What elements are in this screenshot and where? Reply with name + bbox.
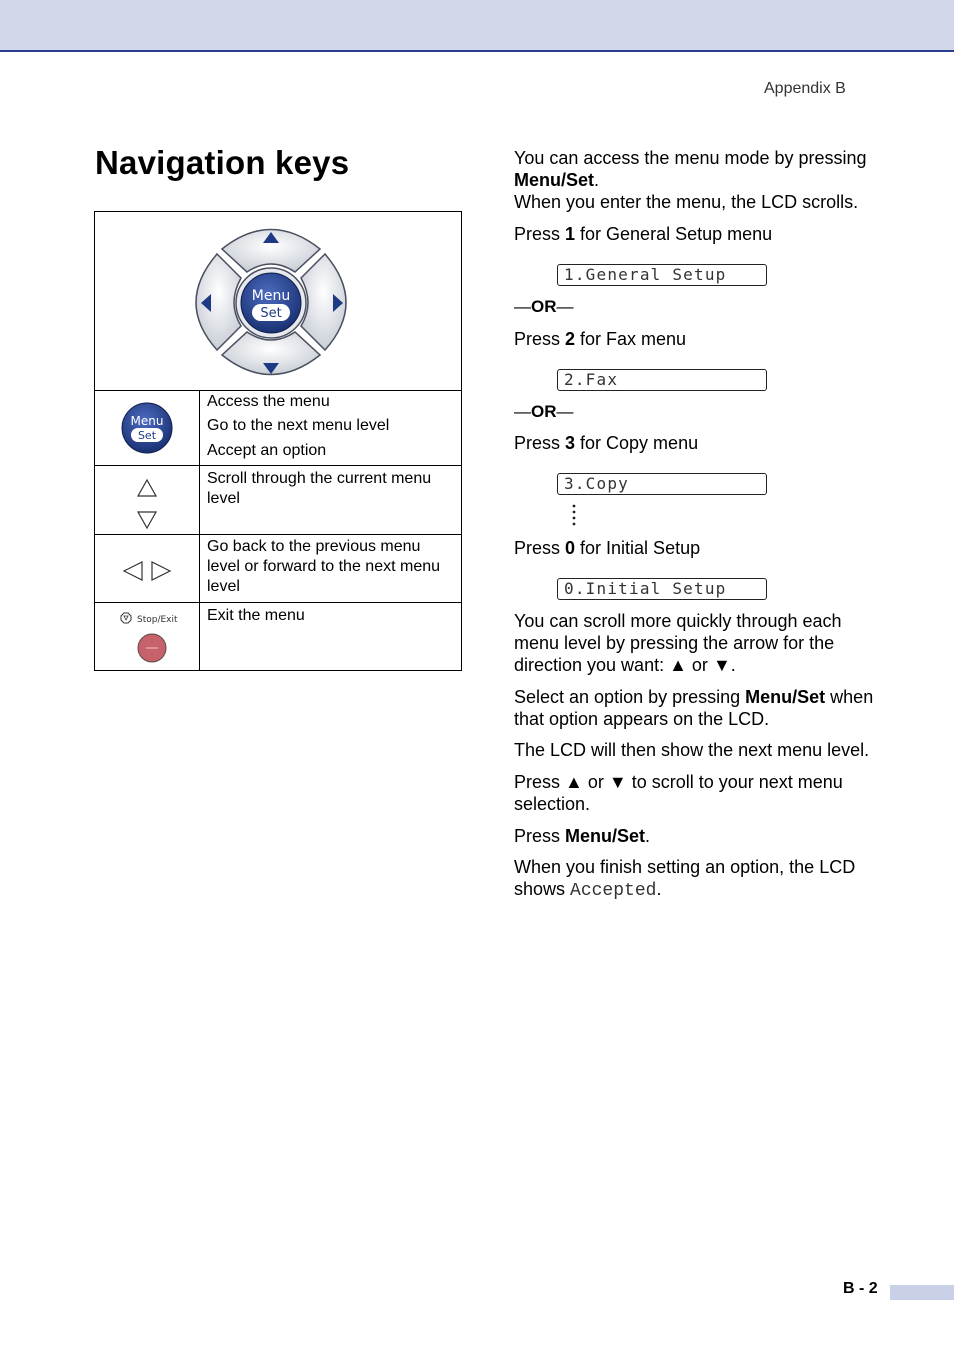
icon-cell — [95, 466, 200, 534]
or-dash: — — [556, 297, 574, 316]
select-text: Select an option by pressing — [514, 687, 746, 707]
lcd-display: 1.General Setup — [557, 264, 767, 286]
press-word: Press — [514, 224, 566, 244]
appendix-label: Appendix B — [764, 80, 846, 97]
intro-text: You can access the menu mode by pressing — [514, 148, 867, 168]
intro-period: . — [594, 170, 600, 190]
press-word: Press — [514, 826, 566, 846]
or-dash: — — [514, 297, 531, 316]
finish-paragraph — [514, 856, 886, 902]
left-right-arrows-icon — [95, 535, 200, 603]
row-description: Go back to the previous menu level or forward to the next menu level — [207, 538, 441, 595]
set-key-text: Set — [137, 429, 157, 442]
key-number: 3 — [565, 433, 576, 453]
table-row — [95, 391, 461, 466]
press-suffix: for Copy menu — [575, 433, 699, 453]
press-1-line — [514, 223, 886, 245]
description-line: Accept an option — [207, 442, 327, 459]
or-text: or — [582, 772, 609, 792]
press-word: Press — [514, 433, 566, 453]
stop-exit-key-icon — [95, 603, 200, 671]
select-paragraph — [514, 686, 886, 730]
hero-set-label: Set — [260, 306, 282, 321]
or-separator — [514, 296, 886, 318]
menu-key-text: Menu — [130, 414, 164, 428]
icon-cell — [95, 535, 200, 602]
up-arrow-icon: ▲ — [565, 772, 583, 792]
down-arrow-icon: ▼ — [712, 655, 731, 675]
press-arrows-text: to scroll to your next menu selection. — [514, 772, 843, 814]
finish-text: When you finish setting an option, the LCD shows — [514, 857, 856, 899]
down-arrow-icon: ▼ — [608, 772, 627, 792]
period: . — [730, 655, 736, 675]
period: . — [656, 879, 662, 899]
press-3-line — [514, 432, 886, 454]
description-line: Access the menu — [207, 393, 330, 410]
or-dash: — — [514, 402, 531, 421]
press-suffix: for Fax menu — [575, 329, 687, 349]
stop-exit-label: Stop/Exit — [137, 615, 178, 625]
navigation-keys-table — [94, 211, 462, 671]
lcd-next-paragraph: The LCD will then show the next menu level. — [514, 740, 870, 760]
icon-cell — [95, 391, 200, 465]
description-line: Go to the next menu level — [207, 417, 390, 434]
press-2-line — [514, 328, 886, 350]
period: . — [645, 826, 651, 846]
navigation-pad-illustration — [95, 212, 461, 391]
vertical-ellipsis-icon — [571, 503, 577, 527]
menu-set-term: Menu/Set — [745, 687, 826, 707]
up-down-arrows-icon — [95, 466, 200, 535]
press-suffix: for General Setup menu — [575, 224, 773, 244]
menu-set-key-icon — [95, 391, 200, 466]
row-description: Exit the menu — [207, 607, 305, 624]
press-0-line — [514, 537, 886, 559]
or-word: OR — [531, 297, 557, 316]
intro-text-2: When you enter the menu, the LCD scrolls. — [514, 192, 859, 212]
intro-paragraph — [514, 147, 886, 213]
press-suffix: for Initial Setup — [575, 538, 701, 558]
lcd-display: 0.Initial Setup — [557, 578, 767, 600]
navigation-pad-icon — [95, 212, 461, 391]
lcd-display: 3.Copy — [557, 473, 767, 495]
table-row — [95, 466, 461, 535]
menu-set-term: Menu/Set — [565, 826, 646, 846]
accepted-lcd-text: Accepted — [570, 881, 657, 901]
footer-band — [890, 1285, 954, 1300]
menu-set-term: Menu/Set — [514, 170, 595, 190]
page-number: B - 2 — [843, 1280, 878, 1297]
select-text-2: when that option appears on the LCD. — [514, 687, 874, 729]
header-band — [0, 0, 954, 52]
key-number: 0 — [565, 538, 576, 558]
press-word: Press — [514, 329, 566, 349]
scroll-paragraph — [514, 610, 886, 676]
or-text: or — [686, 655, 713, 675]
row-description — [207, 392, 457, 461]
press-word: Press — [514, 772, 566, 792]
up-arrow-icon: ▲ — [669, 655, 687, 675]
scroll-text: You can scroll more quickly through each menu level by pressing the arrow for the direction you want: — [514, 611, 842, 675]
key-number: 1 — [565, 224, 576, 244]
or-dash: — — [556, 402, 574, 421]
press-arrows-paragraph — [514, 771, 886, 815]
table-row — [95, 603, 461, 671]
press-menu-paragraph — [514, 825, 886, 847]
press-word: Press — [514, 538, 566, 558]
hero-menu-label: Menu — [251, 288, 291, 304]
or-separator — [514, 401, 886, 423]
lcd-display: 2.Fax — [557, 369, 767, 391]
row-description: Scroll through the current menu level — [207, 470, 432, 507]
icon-cell — [95, 603, 200, 671]
or-word: OR — [531, 402, 557, 421]
table-row — [95, 535, 461, 603]
key-number: 2 — [565, 329, 576, 349]
page-title: Navigation keys — [95, 144, 350, 181]
